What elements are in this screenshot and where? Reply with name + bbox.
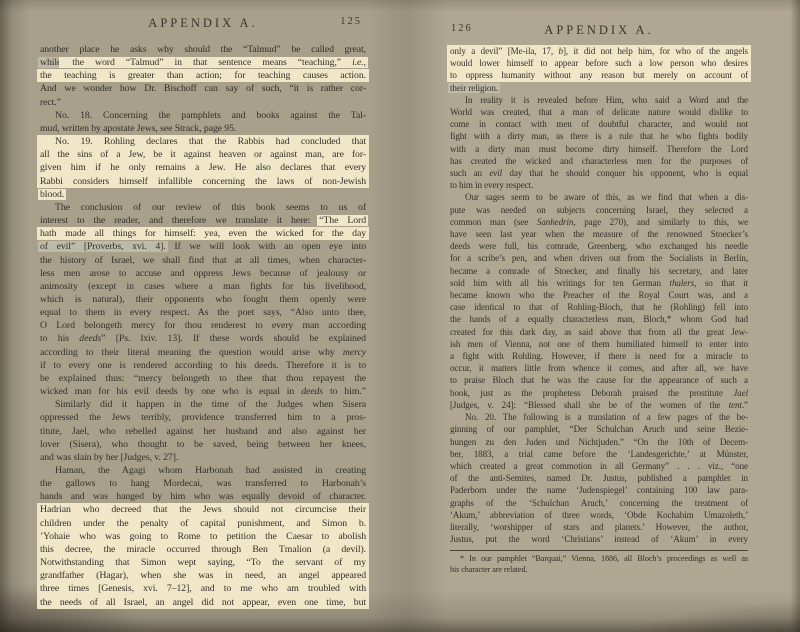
text-line bbox=[450, 448, 748, 460]
text-segment: ” [Ps. lxiv. 13]. If these words should be explained bbox=[101, 333, 366, 345]
text-segment: Our sages seem to be aware of this, as we find that when a dis- bbox=[465, 192, 748, 203]
text-segment: three times [Genesis, xvi. 7–12], and to me who am troubled with bbox=[40, 583, 366, 595]
text-line bbox=[450, 179, 748, 191]
text-segment: deeds were full, his comrade, Greenberg, who exchanged his needle bbox=[450, 241, 748, 252]
highlighted-text-line bbox=[40, 569, 366, 582]
text-segment: And we wonder how Dr. Bischoff can say of such, “it is rather cor- bbox=[40, 83, 366, 95]
text-line bbox=[40, 477, 366, 490]
paragraph bbox=[450, 411, 748, 545]
paragraph bbox=[40, 43, 366, 109]
text-line bbox=[40, 438, 366, 451]
text-segment: has created the wicked and characterless men for the purposes of bbox=[450, 155, 748, 166]
text-segment: deeds bbox=[301, 386, 323, 398]
highlighted-text-line bbox=[40, 135, 366, 148]
paragraph bbox=[450, 554, 748, 574]
running-head-right bbox=[450, 23, 748, 38]
text-segment: day that he should conquer his opponent, who is equal bbox=[502, 168, 749, 179]
text-line bbox=[450, 265, 748, 277]
text-segment: occur, it matters little from whence it comes, and after all, we have bbox=[450, 363, 748, 374]
text-line bbox=[450, 228, 748, 240]
highlighted-text-line bbox=[40, 556, 366, 569]
text-segment: became known who the Preacher of the Royal Court was, and a bbox=[450, 290, 748, 301]
text-segment: be explained thus: “mercy belongeth to thee that thou repayest the bbox=[40, 372, 366, 384]
text-segment: hands and was hanged by him who was equally devoid of character. bbox=[40, 491, 366, 503]
highlighted-text-line bbox=[40, 69, 366, 82]
text-segment: lover (Sisera), who thought to be saved, being between her knees, bbox=[40, 438, 366, 450]
paragraph bbox=[450, 191, 748, 411]
text-line bbox=[450, 326, 748, 338]
text-segment: the history of Israel, we shall find that at all times, when character- bbox=[40, 254, 366, 266]
text-line bbox=[40, 240, 366, 253]
highlighted-text-line bbox=[450, 45, 748, 57]
text-line bbox=[40, 254, 366, 267]
text-segment: thalers bbox=[669, 277, 695, 288]
paragraph bbox=[40, 135, 366, 201]
highlighted-text: of evil” [Proverbs, xvi. 4]. bbox=[40, 241, 166, 253]
highlighted-text: i.e., bbox=[352, 57, 366, 69]
text-line bbox=[40, 201, 366, 214]
text-segment: come in contact with men of doubtful character, and would not bbox=[450, 119, 748, 130]
text-line bbox=[40, 109, 366, 122]
text-segment: Haman, the Agagi whom Harbonah had assisted in creating bbox=[55, 465, 366, 476]
paragraph bbox=[40, 201, 366, 398]
text-segment: Hadrian who decreed that the Jews should not circumcise their bbox=[40, 504, 366, 516]
text-segment: O Lord belongeth mercy for thou renderest to every man according bbox=[40, 320, 366, 332]
highlighted-text: “The Lord bbox=[319, 215, 366, 227]
text-line bbox=[450, 399, 748, 411]
text-line bbox=[450, 497, 748, 509]
text-line bbox=[450, 374, 748, 386]
highlighted-text-line bbox=[40, 161, 366, 174]
text-segment: Justus, put the word ‘Christians’ instead of ‘Akum’ in every bbox=[450, 534, 748, 545]
paragraph bbox=[40, 464, 366, 503]
text-line bbox=[40, 293, 366, 306]
text-segment: Jael bbox=[733, 387, 748, 398]
text-line bbox=[40, 398, 366, 411]
text-segment: ], it did not help him, for who of the angels bbox=[562, 46, 748, 56]
text-segment: Sanhedrin bbox=[536, 216, 574, 227]
text-line bbox=[450, 106, 748, 118]
text-segment: grandfather (Hagar), when she was in need, an angel appeared bbox=[40, 570, 366, 582]
text-segment: ginning of our pamphlet, “Der Schulchan Aruch und seine Bezie- bbox=[450, 424, 748, 435]
text-line bbox=[450, 155, 748, 167]
text-line bbox=[450, 167, 748, 179]
text-segment: tent bbox=[728, 399, 742, 410]
text-segment: Notwithstanding that Simon wept saying, “To the servant of my bbox=[40, 557, 366, 569]
text-line bbox=[450, 565, 748, 575]
text-segment: became a comrade of Stoecker, and finally his secretary, and later bbox=[450, 265, 748, 276]
text-segment: hungen zu den Juden und Nichtjuden.” “On the 10th of Decem- bbox=[450, 436, 748, 447]
text-segment: book, just as the prophetess Deborah praised the prostitute bbox=[450, 387, 734, 398]
text-segment: the gallows to hang Mordecai, was transferred to Harbonah’s bbox=[40, 478, 366, 490]
text-line bbox=[40, 451, 366, 464]
text-line bbox=[450, 143, 748, 155]
text-segment: World was created, that a man of delicate nature would dislike to bbox=[450, 107, 748, 118]
text-line bbox=[450, 216, 748, 228]
text-segment: of the anti-Semites, named Dr. Justus, published a pamphlet in bbox=[450, 473, 748, 484]
highlighted-text-line bbox=[40, 530, 366, 543]
text-line bbox=[450, 509, 748, 521]
text-line bbox=[450, 301, 748, 313]
text-segment: and was slain by her [Judges, v. 27]. bbox=[40, 451, 179, 463]
text-segment: titute, Jael, who rebelled against her husband and also against her bbox=[40, 425, 366, 437]
text-line bbox=[40, 359, 366, 372]
text-segment: to his bbox=[40, 333, 80, 345]
right-page-text-column bbox=[450, 45, 748, 575]
text-segment: In reality it is revealed before Him, who said a Word and the bbox=[465, 94, 748, 105]
text-segment: to oppress humanity without any reason but merely on account of bbox=[450, 70, 748, 81]
text-segment: common man (see bbox=[450, 216, 537, 227]
text-segment: animosity (except in cases where a man fights for his livelihood, bbox=[40, 280, 366, 292]
text-line bbox=[450, 350, 748, 362]
highlighted-text: while bbox=[40, 57, 62, 69]
text-segment: [Judges, v. 24]: “Blessed shall she be of the women of the bbox=[450, 399, 729, 410]
text-segment: Rabbi considers himself infallible concerning the laws of non-Jewish bbox=[40, 175, 366, 187]
text-segment: No. 20. The following is a translation of a few pages of the be- bbox=[465, 412, 748, 423]
text-segment: this decree, the miracle occurred through Ben Tmalion (a devil). bbox=[40, 543, 366, 555]
text-segment: ’Yohaie who was going to Rome to petition the Caesar to abolish bbox=[40, 530, 366, 542]
text-line bbox=[40, 411, 366, 424]
text-line bbox=[450, 521, 748, 533]
text-segment: literally, ‘worshipper of stars and planets.’ However, the author, bbox=[450, 521, 748, 532]
text-segment: mercy bbox=[342, 346, 366, 358]
text-segment: would lower himself to appear before such a low person who desires bbox=[450, 58, 748, 69]
text-line bbox=[450, 204, 748, 216]
highlighted-text-line bbox=[40, 503, 366, 516]
text-line bbox=[450, 240, 748, 252]
highlighted-text: their religion. bbox=[450, 82, 498, 93]
text-segment: No. 19. Rohling declares that the Rabbis had concluded that bbox=[55, 136, 366, 148]
text-segment: ber, 1883, a trial came before the ‘Landesgerichte,’ at Münster, bbox=[450, 448, 748, 459]
text-segment: to praise Bloch that he was the cause for the appearance of such a bbox=[450, 375, 748, 386]
text-segment: , so that it bbox=[694, 277, 748, 288]
text-segment: for a scribe’s pen, and when driven out from the Socialists in Berlin, bbox=[450, 253, 748, 264]
page-number-right: 126 bbox=[451, 23, 473, 34]
highlighted-text: the word “Talmud” in that sentence means “teaching,” bbox=[61, 57, 353, 69]
text-segment: mud, written by apostate Jews, see Strack, page 95. bbox=[40, 122, 237, 134]
text-segment: given him if he only remains a Jew. He also declares that every bbox=[40, 162, 366, 174]
text-line bbox=[450, 289, 748, 301]
text-segment: , page 270), and similarly to this, we bbox=[573, 216, 749, 227]
text-segment: Similarly did it happen in the time of the Judges when Sisera bbox=[55, 399, 366, 411]
highlighted-text-line bbox=[40, 227, 366, 240]
text-line bbox=[40, 464, 366, 477]
paragraph bbox=[40, 503, 366, 608]
text-segment: children under the penalty of capital punishment, and Simon b. bbox=[40, 517, 366, 529]
text-segment: according to their literal meaning the question would arise why bbox=[40, 346, 343, 358]
text-segment: No. 18. Concerning the pamphlets and books against the Tal- bbox=[55, 109, 366, 121]
right-page-main-text bbox=[450, 45, 748, 545]
right-page bbox=[400, 0, 800, 632]
highlighted-text-line bbox=[450, 57, 748, 69]
left-page-text-column bbox=[40, 43, 366, 609]
text-line bbox=[40, 188, 366, 201]
page-number-left: 125 bbox=[340, 16, 362, 27]
text-line bbox=[40, 56, 366, 69]
text-line bbox=[40, 385, 366, 398]
text-segment: created for this dark day, as said above that from all the great Jew- bbox=[450, 326, 748, 337]
text-segment: such an bbox=[450, 168, 490, 179]
text-segment: graphs of the ‘Schulchan Aruch,’ concerning the treatment of bbox=[450, 497, 748, 508]
text-segment: case identical to that of Rohling-Bloch, that he (Rohling) fell into bbox=[450, 302, 748, 313]
text-segment: the needs of all Israel, an angel did not appear, even one time, but bbox=[40, 596, 366, 608]
text-line bbox=[450, 252, 748, 264]
text-segment: which created a great commotion in all Germany” . . . viz., “one bbox=[450, 460, 748, 471]
text-line bbox=[450, 411, 748, 423]
text-line bbox=[450, 362, 748, 374]
text-line bbox=[40, 214, 366, 227]
text-line bbox=[450, 472, 748, 484]
text-segment: the teaching is greater than action; for teaching causes action. bbox=[40, 70, 366, 82]
text-line bbox=[450, 423, 748, 435]
text-segment: fight with a dirty man, as there is a rule that he who fights bodily bbox=[450, 131, 748, 142]
text-segment: equal to them in every respect. As the poet says, “Also unto thee, bbox=[40, 307, 366, 319]
highlighted-text-line bbox=[40, 517, 366, 530]
appendix-title-left: APPENDIX A. bbox=[148, 16, 258, 30]
text-line bbox=[450, 82, 748, 94]
text-segment: oppressed the Jews terribly, providence transferred him to a pros- bbox=[40, 412, 366, 424]
text-line bbox=[40, 332, 366, 345]
text-segment: with a dirty man must become dirty himself. Therefore the Lord bbox=[450, 143, 748, 154]
text-segment: hath made all things for himself: yea, even the wicked for the day bbox=[40, 228, 366, 240]
text-line bbox=[40, 267, 366, 280]
text-segment: The conclusion of our review of this book seems to us of bbox=[55, 201, 366, 213]
text-segment: to him in every respect. bbox=[450, 180, 534, 191]
text-segment: deeds bbox=[79, 333, 102, 345]
text-segment: the hands of a equally characterless man, Bloch,* whom God had bbox=[450, 314, 748, 325]
text-segment: If we will look with an open eye into bbox=[165, 241, 366, 253]
text-segment: pute was needed on subjects concerning Israel, they selected a bbox=[450, 204, 748, 215]
text-segment: all the sins of a Jew, be it against heaven or against man, are for- bbox=[40, 149, 366, 161]
text-line bbox=[450, 460, 748, 472]
text-line bbox=[450, 277, 748, 289]
text-line bbox=[40, 346, 366, 359]
text-line bbox=[450, 533, 748, 545]
text-line bbox=[450, 130, 748, 142]
text-segment: which is natural), their opponents who fought them openly were bbox=[40, 293, 366, 305]
text-line bbox=[450, 387, 748, 399]
highlighted-text: blood. bbox=[40, 188, 65, 200]
text-segment: his character are related. bbox=[450, 564, 528, 574]
text-line bbox=[40, 43, 366, 56]
text-line bbox=[450, 436, 748, 448]
footnote bbox=[450, 550, 748, 574]
text-line bbox=[450, 191, 748, 203]
text-segment: have seen last year when the measure of the renowned Stoecker’s bbox=[450, 229, 748, 240]
text-segment: another place he asks why should the “Talmud” be called great, bbox=[40, 44, 366, 55]
text-segment: rect.” bbox=[40, 96, 61, 108]
text-segment: wicked man for his evil deeds by one who is equal in bbox=[40, 386, 302, 398]
text-line bbox=[450, 484, 748, 496]
text-segment: interest to the reader, and therefore we translate it here: bbox=[40, 215, 320, 227]
text-segment: Paderborn under the name ‘Judenspiegel’ containing 100 law para- bbox=[450, 485, 748, 496]
text-line bbox=[40, 490, 366, 503]
text-line bbox=[40, 280, 366, 293]
highlighted-text-line bbox=[40, 148, 366, 161]
text-segment: only a devil” [Me-ila, 17, bbox=[450, 46, 559, 56]
text-line bbox=[40, 122, 366, 135]
text-segment: if to every one is rendered according to his deeds. Therefore it is to bbox=[40, 359, 366, 371]
text-segment: * In our pamphlet “Barquai,” Vienna, 1886, all Bloch’s proceedings as well as bbox=[460, 554, 748, 564]
running-head-left bbox=[40, 16, 366, 31]
highlighted-text-line bbox=[40, 175, 366, 188]
appendix-title-right: APPENDIX A. bbox=[544, 23, 654, 37]
text-line bbox=[40, 319, 366, 332]
text-segment: .” bbox=[741, 399, 748, 410]
text-segment: evil bbox=[489, 168, 503, 179]
text-line bbox=[40, 96, 366, 109]
paragraph bbox=[40, 109, 366, 135]
paragraph bbox=[450, 94, 748, 192]
text-line bbox=[450, 338, 748, 350]
highlighted-text-line bbox=[450, 69, 748, 81]
text-line bbox=[40, 425, 366, 438]
text-line bbox=[450, 118, 748, 130]
paragraph bbox=[40, 398, 366, 464]
text-line bbox=[40, 372, 366, 385]
highlighted-text-line bbox=[40, 596, 366, 609]
text-line bbox=[450, 94, 748, 106]
text-segment: b bbox=[558, 46, 563, 56]
text-segment: ‘Akum,’ abbreviation of three words, ‘Obde Kochabim Umazoleth,’ bbox=[450, 509, 748, 520]
text-line bbox=[40, 82, 366, 95]
highlighted-text-line bbox=[40, 582, 366, 595]
text-segment: ish men of Vienna, not one of them humiliated himself to enter into bbox=[450, 338, 748, 349]
paragraph bbox=[450, 45, 748, 94]
text-segment: to him.” bbox=[323, 386, 366, 398]
text-line bbox=[450, 554, 748, 564]
text-line bbox=[450, 313, 748, 325]
text-segment: a fight with Rohling. However, if there is need for a miracle to bbox=[450, 351, 748, 362]
highlighted-text-line bbox=[40, 543, 366, 556]
text-segment: less men arose to accuse and oppress Jews because of jealousy or bbox=[40, 267, 366, 279]
text-line bbox=[40, 306, 366, 319]
text-segment: sold him with all his writings for ten German bbox=[450, 277, 670, 288]
